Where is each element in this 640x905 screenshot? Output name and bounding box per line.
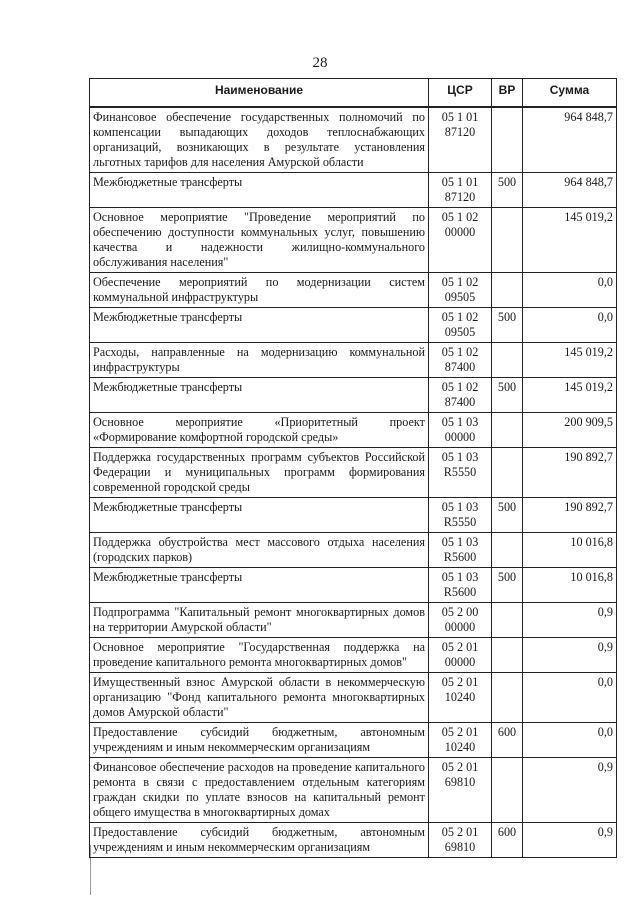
row-name: Имущественный взнос Амурской области в некоммерческую организацию "Фонд капитального ремонта многоквартирных домов Амурской области" [90, 673, 429, 723]
row-name: Предоставление субсидий бюджетным, автономным учреждениям и иным некоммерческим организациям [90, 823, 429, 858]
row-csr-code: 87120 [444, 125, 476, 139]
table-row [90, 208, 617, 273]
row-csr-prefix: 05 1 03 [441, 535, 479, 549]
row-vr: 500 [492, 308, 523, 343]
row-name: Основное мероприятие "Проведение мероприятий по обеспечению доступности коммунальных услуг, повышению качества и надежности жилищно-коммунального обслуживания населения" [90, 208, 429, 273]
page-number: 28 [312, 55, 328, 71]
row-sum: 145 019,2 [523, 343, 617, 378]
row-csr [429, 568, 492, 603]
header-csr: ЦСР [429, 79, 492, 108]
row-csr [429, 533, 492, 568]
row-csr [429, 378, 492, 413]
row-csr-prefix: 05 2 01 [441, 675, 479, 689]
row-vr [492, 533, 523, 568]
table-header-row [90, 79, 617, 108]
table-row [90, 568, 617, 603]
row-name: Основное мероприятие «Приоритетный проект «Формирование комфортной городской среды» [90, 413, 429, 448]
row-csr [429, 723, 492, 758]
row-csr-prefix: 05 1 02 [441, 310, 479, 324]
table-row [90, 603, 617, 638]
row-vr [492, 273, 523, 308]
row-csr-prefix: 05 1 02 [441, 210, 479, 224]
row-name: Предоставление субсидий бюджетным, автономным учреждениям и иным некоммерческим организациям [90, 723, 429, 758]
row-csr-code: 87400 [444, 395, 476, 409]
row-name: Поддержка государственных программ субъектов Российской Федерации и муниципальных программ формирования современной городской среды [90, 448, 429, 498]
row-sum: 190 892,7 [523, 498, 617, 533]
row-csr [429, 208, 492, 273]
row-csr-prefix: 05 1 03 [441, 570, 479, 584]
row-name: Расходы, направленные на модернизацию коммунальной инфраструктуры [90, 343, 429, 378]
table-row [90, 758, 617, 823]
row-csr-code: 09505 [444, 325, 476, 339]
row-name: Поддержка обустройства мест массового отдыха населения (городских парков) [90, 533, 429, 568]
row-vr [492, 107, 523, 173]
table-row [90, 448, 617, 498]
row-csr-prefix: 05 1 03 [441, 450, 479, 464]
row-csr-code: R5550 [443, 515, 477, 529]
table-row [90, 308, 617, 343]
row-csr-prefix: 05 1 01 [441, 110, 479, 124]
row-sum: 145 019,2 [523, 208, 617, 273]
header-name: Наименование [90, 79, 429, 108]
row-vr [492, 758, 523, 823]
row-csr-prefix: 05 1 02 [441, 380, 479, 394]
row-csr-code: 69810 [444, 775, 476, 789]
row-csr-code: 10240 [444, 740, 476, 754]
row-csr [429, 673, 492, 723]
row-vr: 500 [492, 568, 523, 603]
row-csr-code: 10240 [444, 690, 476, 704]
row-csr-prefix: 05 2 01 [441, 825, 479, 839]
row-vr: 600 [492, 823, 523, 858]
row-sum: 0,0 [523, 673, 617, 723]
row-csr [429, 448, 492, 498]
row-name: Межбюджетные трансферты [90, 568, 429, 603]
row-name: Финансовое обеспечение расходов на проведение капитального ремонта в связи с предоставлением отдельным категориям граждан скидки по уплате взносов на капитальный ремонт общего имущества в многоквартирных домах [90, 758, 429, 823]
row-name: Межбюджетные трансферты [90, 173, 429, 208]
row-sum: 0,0 [523, 308, 617, 343]
table-row [90, 378, 617, 413]
row-csr-prefix: 05 2 01 [441, 725, 479, 739]
row-csr-code: R5600 [443, 585, 477, 599]
row-name: Основное мероприятие "Государственная поддержка на проведение капитального ремонта многоквартирных домов" [90, 638, 429, 673]
row-csr [429, 308, 492, 343]
row-vr [492, 343, 523, 378]
row-csr-code: 87120 [444, 190, 476, 204]
table-row [90, 723, 617, 758]
row-vr: 500 [492, 378, 523, 413]
row-csr [429, 413, 492, 448]
row-vr [492, 448, 523, 498]
budget-table [89, 78, 617, 858]
row-csr-code: 69810 [444, 840, 476, 854]
row-sum: 964 848,7 [523, 107, 617, 173]
row-sum: 0,0 [523, 273, 617, 308]
table-row [90, 823, 617, 858]
row-csr-prefix: 05 2 01 [441, 640, 479, 654]
row-csr [429, 498, 492, 533]
header-vr: ВР [492, 79, 523, 108]
row-name: Подпрограмма "Капитальный ремонт многоквартирных домов на территории Амурской области" [90, 603, 429, 638]
row-vr [492, 413, 523, 448]
table-body [90, 107, 617, 858]
row-sum: 10 016,8 [523, 533, 617, 568]
row-csr-code: 87400 [444, 360, 476, 374]
table-row [90, 413, 617, 448]
row-name: Межбюджетные трансферты [90, 498, 429, 533]
row-csr-prefix: 05 1 02 [441, 275, 479, 289]
table-row [90, 107, 617, 173]
row-sum: 0,9 [523, 758, 617, 823]
row-vr [492, 638, 523, 673]
row-csr-prefix: 05 1 02 [441, 345, 479, 359]
table-row [90, 673, 617, 723]
row-csr-code: 00000 [444, 655, 476, 669]
row-csr-code: 09505 [444, 290, 476, 304]
row-sum: 964 848,7 [523, 173, 617, 208]
row-sum: 0,9 [523, 823, 617, 858]
row-csr [429, 173, 492, 208]
row-csr [429, 603, 492, 638]
row-vr [492, 603, 523, 638]
row-sum: 145 019,2 [523, 378, 617, 413]
row-sum: 0,9 [523, 603, 617, 638]
row-csr-prefix: 05 2 00 [441, 605, 479, 619]
table-row [90, 343, 617, 378]
row-vr: 500 [492, 173, 523, 208]
row-name: Межбюджетные трансферты [90, 308, 429, 343]
row-csr-prefix: 05 1 03 [441, 415, 479, 429]
row-name: Межбюджетные трансферты [90, 378, 429, 413]
row-sum: 190 892,7 [523, 448, 617, 498]
row-vr: 600 [492, 723, 523, 758]
row-csr-code: R5600 [443, 550, 477, 564]
row-sum: 0,9 [523, 638, 617, 673]
row-csr [429, 638, 492, 673]
row-csr-code: 00000 [444, 430, 476, 444]
row-csr-code: R5550 [443, 465, 477, 479]
table-row [90, 173, 617, 208]
row-sum: 0,0 [523, 723, 617, 758]
table-row [90, 533, 617, 568]
row-csr [429, 273, 492, 308]
row-csr-prefix: 05 1 01 [441, 175, 479, 189]
row-csr-code: 00000 [444, 620, 476, 634]
row-name: Обеспечение мероприятий по модернизации систем коммунальной инфраструктуры [90, 273, 429, 308]
table-row [90, 273, 617, 308]
row-csr-prefix: 05 2 01 [441, 760, 479, 774]
table-row [90, 498, 617, 533]
row-csr [429, 758, 492, 823]
row-vr [492, 208, 523, 273]
header-sum: Сумма [523, 79, 617, 108]
row-sum: 10 016,8 [523, 568, 617, 603]
row-sum: 200 909,5 [523, 413, 617, 448]
row-csr [429, 107, 492, 173]
table-row [90, 638, 617, 673]
row-csr-code: 00000 [444, 225, 476, 239]
row-vr: 500 [492, 498, 523, 533]
row-name: Финансовое обеспечение государственных полномочий по компенсации выпадающих доходов теплоснабжающих организаций, возникающих в результате установления льготных тарифов для населения Амурской области [90, 107, 429, 173]
row-vr [492, 673, 523, 723]
row-csr-prefix: 05 1 03 [441, 500, 479, 514]
row-csr [429, 343, 492, 378]
row-csr [429, 823, 492, 858]
